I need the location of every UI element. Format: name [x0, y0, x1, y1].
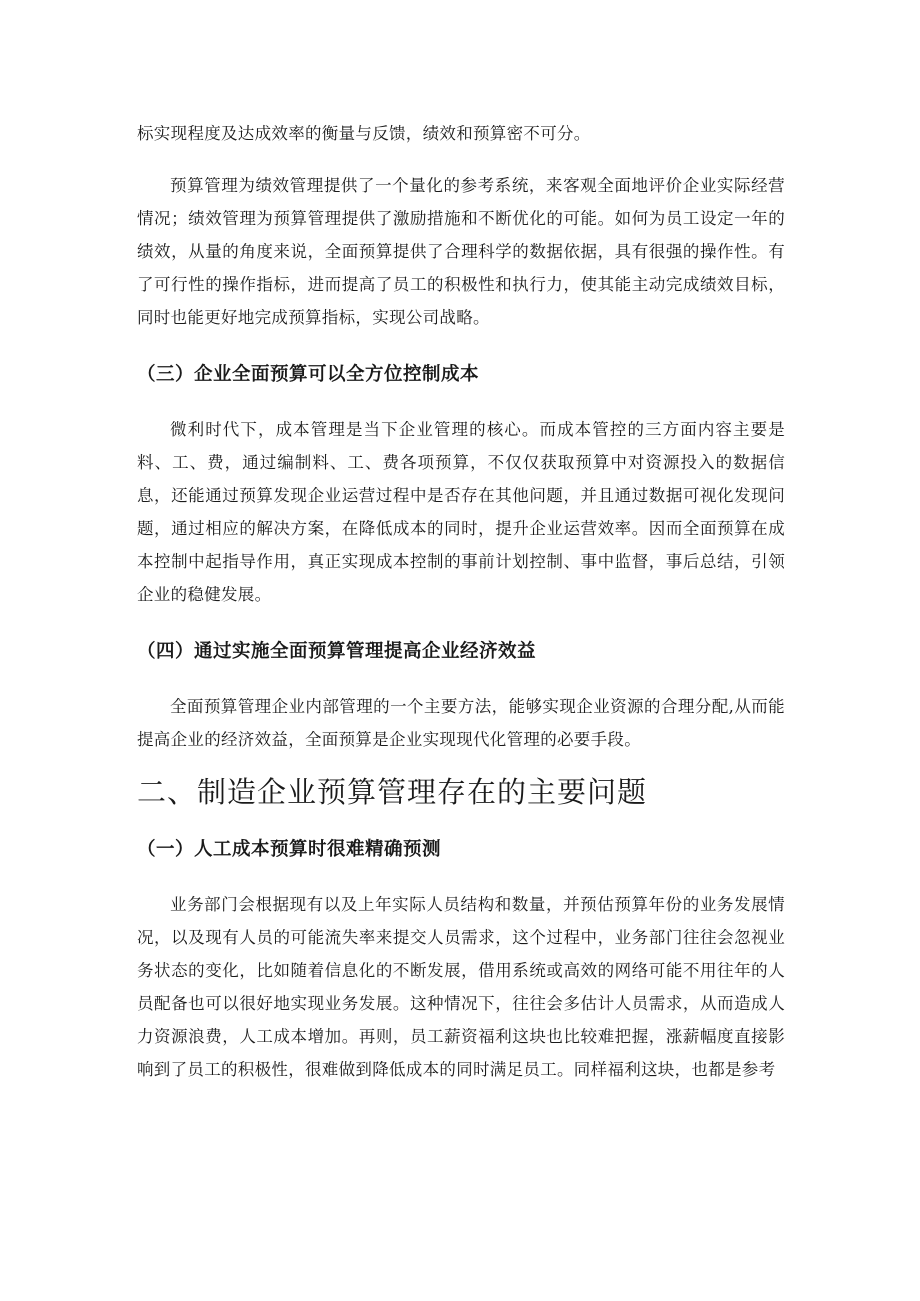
- subheading-cost-control: （三）企业全面预算可以全方位控制成本: [137, 364, 480, 385]
- paragraph-budget-performance: 预算管理为绩效管理提供了一个量化的参考系统，来客观全面地评价企业实际经营情况；绩效管理为预算管理提供了激励措施和不断优化的可能。如何为员工设定一年的绩效，从量的角度来说，全面预算提供了合理科学的数据依据，具有很强的操作性。有了可行性的操作指标，进而提高了员工的积极性和执行力，使其能主动完成绩效目标，同时也能更好地完成预算指标，实现公司战略。: [137, 176, 785, 327]
- paragraph-economic-benefit: 全面预算管理企业内部管理的一个主要方法，能够实现企业资源的合理分配,从而能提高企业的经济效益，全面预算是企业实现现代化管理的必要手段。: [137, 697, 785, 749]
- subheading-economic-benefit: （四）通过实施全面预算管理提高企业经济效益: [137, 641, 537, 662]
- section-heading-main-problems: 二、制造企业预算管理存在的主要问题: [137, 775, 648, 809]
- subheading-labor-cost: （一）人工成本预算时很难精确预测: [137, 839, 442, 860]
- document-page: [137, 117, 785, 1086]
- paragraph-labor-cost: 业务部门会根据现有以及上年实际人员结构和数量，并预估预算年份的业务发展情况，以及现有人员的可能流失率来提交人员需求，这个过程中，业务部门往往会忽视业务状态的变化，比如随着信息化的不断发展，借用系统或高效的网络可能不用往年的人员配备也可以很好地实现业务发展。这种情况下，往往会多估计人员需求，从而造成人力资源浪费，人工成本增加。再则，员工薪资福利这块也比较难把握，涨薪幅度直接影响到了员工的积极性，很难做到降低成本的同时满足员工。同样福利这块，也都是参考: [137, 895, 785, 1079]
- paragraph-cost-management: 微利时代下，成本管理是当下企业管理的核心。而成本管控的三方面内容主要是料、工、费，通过编制料、工、费各项预算，不仅仅获取预算中对资源投入的数据信息，还能通过预算发现企业运营过程中是否存在其他问题，并且通过数据可视化发现问题，通过相应的解决方案，在降低成本的同时，提升企业运营效率。因而全面预算在成本控制中起指导作用，真正实现成本控制的事前计划控制、事中监督，事后总结，引领企业的稳健发展。: [137, 420, 785, 604]
- paragraph-continuation: 标实现程度及达成效率的衡量与反馈，绩效和预算密不可分。: [137, 124, 591, 143]
